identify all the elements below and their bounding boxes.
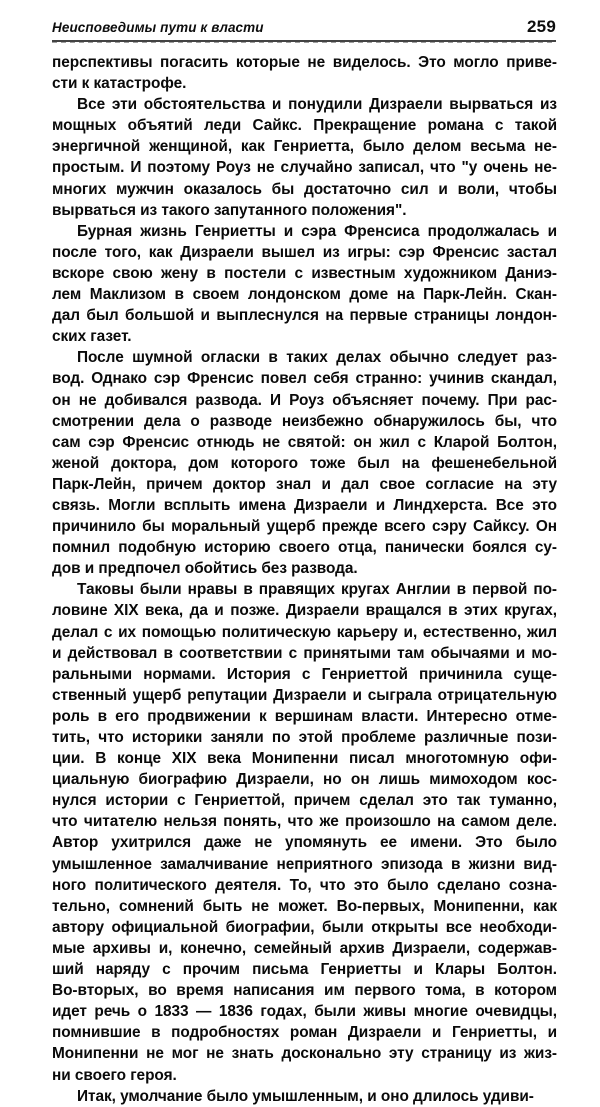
text-line: делал с их помощью политическую карьеру и, естественно, жил <box>52 623 557 641</box>
text-line: ральными нормами. История с Генриеттой причинила суще- <box>52 665 557 683</box>
text-line: Таковы были нравы в правящих кругах Англии в первой по- <box>77 581 557 599</box>
text-line: Бурная жизнь Генриетты и сэра Френсиса продолжалась и <box>77 222 557 240</box>
text-line: сти к катастрофе. <box>52 75 187 93</box>
running-header <box>52 17 556 39</box>
text-line: Итак, умолчание было умышленным, и оно длилось удиви- <box>77 1087 534 1105</box>
text-line: роль в его продвижении к вершинам власти. Интересно отме- <box>52 707 557 725</box>
text-line: он не добивался развода. И Роуз объясняет почему. При рас- <box>52 391 557 409</box>
text-line: дал был большой и выплеснулся на первые страницы лондон- <box>52 307 557 325</box>
paragraph-henrietta-francis <box>52 221 557 348</box>
text-line: что читателю нельзя понять, что же произошло на самом деле. <box>52 813 557 831</box>
text-line: После шумной огласки в таких делах обычно следует раз- <box>77 349 557 367</box>
text-line: мощных объятий леди Сайкс. Прекращение романа с такой <box>52 117 557 135</box>
text-line: мые архивы и, конечно, семейный архив Дизраели, содержав- <box>52 939 557 957</box>
text-line: лем Маклизом в своем лондонском доме на Парк-Лейн. Скан- <box>52 286 557 304</box>
text-line: смотрении дела о разводе неизбежно обнаружилось бы, что <box>52 412 557 430</box>
text-line: автору официальной биографии, были открыты все необходи- <box>52 918 557 936</box>
paragraph-divorce <box>52 347 557 579</box>
text-line: женой доктора, дом которого тоже был на фешенебельной <box>52 454 557 472</box>
text-line: Во-вторых, во время написания им первого тома, в котором <box>52 982 557 1000</box>
text-line: энергичной женщиной, как Генриетта, было делом весьма не- <box>52 138 557 156</box>
text-line: дов и предпочел обойтись без развода. <box>52 560 358 578</box>
text-line: Автор ухитрился даже не упомянуть ее имени. Это было <box>52 834 557 852</box>
text-line: циальную биографию Дизраели, но он лишь мимоходом кос- <box>52 771 557 789</box>
text-line: вскоре свою жену в постели с известным художником Даниэ- <box>52 264 557 282</box>
text-line: простым. И поэтому Роуз не случайно записал, что "у очень не- <box>52 159 557 177</box>
text-line: помнил подобную историю своего отца, панически боялся су- <box>52 539 557 557</box>
text-line: и действовал в соответствии с принятыми там обычаями и мо- <box>52 644 557 662</box>
text-line: помнившие в подробностях роман Дизраели и Генриетты, и <box>52 1024 557 1042</box>
text-line: перспективы погасить которые не виделось. Это могло приве- <box>52 54 557 71</box>
paragraph-disraeli-sykes <box>52 94 557 221</box>
text-line: Монипенни не мог не знать досконально эту страницу из жиз- <box>52 1045 557 1063</box>
paragraph-morals-historians <box>52 579 557 1085</box>
text-line: вырваться из такого запутанного положения". <box>52 201 407 219</box>
header-divider-rule <box>52 40 556 42</box>
text-line: после того, как Дизраели вышел из игры: сэр Френсис застал <box>52 243 557 261</box>
text-line: ции. В конце XIX века Монипенни писал многотомную офи- <box>52 750 557 768</box>
text-line: идет речь о 1833 — 1836 годах, были живы многие очевидцы, <box>52 1003 557 1021</box>
page-body-text <box>52 52 557 1107</box>
text-line: умышленное замалчивание неприятного эпизода в жизни вид- <box>52 855 557 873</box>
text-line: ловине XIX века, да и позже. Дизраели вращался в этих кругах, <box>52 602 557 620</box>
text-line: ни своего героя. <box>52 1066 177 1084</box>
text-line: причинило бы моральный ущерб прежде всего сэру Сайксу. Он <box>52 518 557 536</box>
text-line: многих мужчин оказалось бы достаточно сил и воли, чтобы <box>52 180 557 198</box>
text-line: ских газет. <box>52 328 132 346</box>
text-line: тельно, сомнений быть не может. Во-первых, Монипенни, как <box>52 897 557 915</box>
text-line: тить, что историки заняли по этой проблеме различные пози- <box>52 729 557 746</box>
text-line: ший наряду с прочим письма Генриетты и Клары Болтон. <box>52 961 557 979</box>
text-line: Все эти обстоятельства и понудили Дизраели вырваться из <box>77 96 557 114</box>
text-line: нулся истории с Генриеттой, причем сделал это так туманно, <box>52 792 557 810</box>
text-line: ного политического деятеля. То, что это было сделано созна- <box>52 876 557 894</box>
text-line: связь. Могли всплыть имена Дизраели и Линдхерста. Все это <box>52 496 557 514</box>
page-number: 259 <box>527 17 556 36</box>
text-line: сам сэр Френсис отнюдь не святой: он жил с Кларой Болтон, <box>52 433 557 451</box>
paragraph-conclusion <box>52 1086 557 1107</box>
text-line: ственный ущерб репутации Дизраели и сыграла отрицательную <box>52 686 557 704</box>
paragraph-continuation <box>52 52 557 94</box>
text-line: Парк-Лейн, причем доктор знал и дал свое согласие на эту <box>52 475 557 493</box>
running-header-title: Неисповедимы пути к власти <box>52 20 264 35</box>
text-line: вод. Однако сэр Френсис повел себя странно: учинив скандал, <box>52 370 557 388</box>
